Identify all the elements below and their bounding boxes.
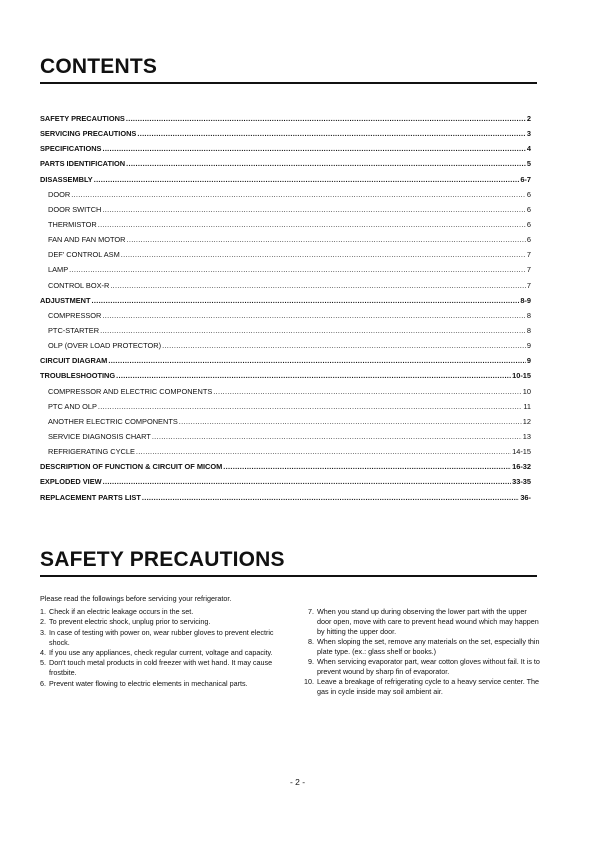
toc-subsection-entry — [40, 190, 531, 205]
toc-entry-title: ADJUSTMENT — [40, 295, 91, 305]
toc-entry-title: DOOR SWITCH — [48, 204, 102, 214]
toc-section-entry — [40, 129, 531, 144]
toc-dot-leader — [102, 144, 525, 153]
toc-entry-title: PTC-STARTER — [48, 325, 100, 335]
toc-section-entry — [40, 462, 531, 477]
safety-item-number: 5. — [40, 658, 46, 668]
toc-subsection-entry — [40, 311, 531, 326]
toc-entry-title: CONTROL BOX-R — [48, 280, 110, 290]
toc-subsection-entry — [40, 235, 531, 250]
toc-entry-page: 10 — [522, 386, 531, 396]
safety-item — [300, 607, 540, 636]
toc-entry-page: 7 — [526, 250, 531, 260]
toc-entry-title: SAFETY PRECAUTIONS — [40, 114, 125, 123]
toc-subsection-entry — [40, 387, 531, 402]
toc-dot-leader — [223, 462, 511, 471]
safety-item — [40, 658, 280, 678]
safety-list-right — [300, 607, 540, 698]
toc-entry-page: 5 — [526, 159, 531, 169]
toc-entry-page: 6 — [526, 219, 531, 229]
toc-entry-title: REFRIGERATING CYCLE — [48, 447, 135, 457]
safety-item-number: 9. — [308, 657, 314, 667]
toc-entry-page: 6 — [526, 204, 531, 214]
toc-section-entry — [40, 114, 531, 129]
toc-dot-leader — [213, 387, 522, 396]
toc-entry-page: 8-9 — [520, 295, 531, 305]
safety-list-left — [40, 607, 280, 689]
toc-subsection-entry — [40, 281, 531, 296]
safety-item — [300, 677, 540, 697]
toc-dot-leader — [102, 311, 525, 320]
safety-item-number: 6. — [40, 678, 46, 688]
toc-dot-leader — [92, 296, 520, 305]
toc-entry-page: 33-35 — [512, 477, 531, 487]
safety-item — [300, 637, 540, 657]
toc-subsection-entry — [40, 417, 531, 432]
toc-dot-leader — [102, 205, 526, 214]
toc-dot-leader — [116, 371, 511, 380]
toc-section-entry — [40, 175, 531, 190]
toc-entry-title: LAMP — [48, 265, 69, 275]
toc-subsection-entry — [40, 341, 531, 356]
safety-item-text: When servicing evaporator part, wear cotton gloves without fail. It is to prevent wound by sharp fin of evaporator. — [317, 657, 540, 676]
toc-dot-leader — [126, 159, 526, 168]
safety-item-text: Prevent water flowing to electric elements in mechanical parts. — [49, 678, 248, 688]
toc-entry-page: 6-7 — [520, 174, 531, 184]
page-number: - 2 - — [289, 777, 306, 787]
safety-item — [40, 648, 280, 658]
toc-entry-page: 3 — [526, 129, 531, 139]
safety-item-number: 1. — [40, 607, 46, 616]
toc-entry-title: SPECIFICATIONS — [40, 144, 102, 154]
safety-intro: Please read the followings before servicing your refrigerator. — [40, 594, 232, 603]
toc-entry-title: REPLACEMENT PARTS LIST — [40, 492, 141, 502]
toc-entry-page: 7 — [526, 280, 531, 290]
toc-dot-leader — [126, 235, 525, 244]
toc-entry-title: TROUBLESHOOTING — [40, 371, 116, 381]
safety-item-number: 4. — [40, 647, 46, 657]
toc-entry-title: SERVICE DIAGNOSIS CHART — [48, 431, 151, 441]
toc-section-entry — [40, 356, 531, 371]
toc-section-entry — [40, 493, 531, 508]
toc-subsection-entry — [40, 402, 531, 417]
safety-item-number: 10. — [304, 677, 314, 687]
toc-entry-page: 36- — [520, 492, 531, 502]
toc-entry-title: COMPRESSOR AND ELECTRIC COMPONENTS — [48, 386, 213, 396]
toc-dot-leader — [142, 493, 519, 502]
safety-item-number: 7. — [308, 607, 314, 616]
toc-dot-leader — [121, 250, 526, 259]
toc-entry-page: 8 — [526, 325, 531, 335]
safety-item — [40, 607, 280, 617]
toc-dot-leader — [126, 114, 526, 123]
toc-dot-leader — [69, 265, 526, 274]
safety-item-number: 2. — [40, 617, 46, 627]
toc-subsection-entry — [40, 447, 531, 462]
toc-dot-leader — [100, 326, 526, 335]
toc-section-entry — [40, 144, 531, 159]
contents-heading: CONTENTS — [40, 55, 158, 78]
safety-item-text: To prevent electric shock, unplug prior to servicing. — [49, 617, 211, 627]
toc-entry-title: ANOTHER ELECTRIC COMPONENTS — [48, 416, 178, 426]
toc-entry-title: PTC AND OLP — [48, 401, 97, 411]
toc-entry-page: 6 — [526, 189, 531, 199]
toc-entry-title: OLP (OVER LOAD PROTECTOR) — [48, 341, 162, 351]
toc-entry-title: THERMISTOR — [48, 219, 97, 229]
toc-entry-title: SERVICING PRECAUTIONS — [40, 129, 137, 139]
toc-dot-leader — [179, 417, 522, 426]
safety-item — [40, 679, 280, 689]
toc-subsection-entry — [40, 250, 531, 265]
toc-entry-title: DEF' CONTROL ASM — [48, 250, 120, 260]
contents-divider — [40, 82, 537, 84]
toc-dot-leader — [98, 220, 526, 229]
toc-entry-page: 9 — [526, 341, 531, 351]
toc-section-entry — [40, 477, 531, 492]
toc-entry-page: 8 — [526, 310, 531, 320]
toc-section-entry — [40, 296, 531, 311]
safety-item-text: Check if an electric leakage occurs in the set. — [49, 607, 194, 616]
toc-subsection-entry — [40, 432, 531, 447]
toc-entry-page: 2 — [526, 114, 531, 123]
toc-dot-leader — [136, 447, 511, 456]
toc-entry-title: EXPLODED VIEW — [40, 477, 102, 487]
safety-item-text: Don't touch metal products in cold freezer with wet hand. It may cause frostbite. — [49, 658, 273, 678]
safety-item-text: When you stand up during observing the lower part with the upper door open, move with care to prevent head wound which may happen by hitting the upper door. — [317, 607, 539, 636]
toc-dot-leader — [94, 175, 520, 184]
toc-entry-page: 4 — [526, 144, 531, 154]
toc-dot-leader — [137, 129, 526, 138]
toc-section-entry — [40, 159, 531, 174]
toc-entry-title: DOOR — [48, 189, 71, 199]
toc-subsection-entry — [40, 220, 531, 235]
toc-entry-page: 7 — [526, 265, 531, 275]
toc-subsection-entry — [40, 205, 531, 220]
toc-entry-page: 16-32 — [512, 462, 531, 472]
toc-entry-page: 10-15 — [512, 371, 531, 381]
toc-subsection-entry — [40, 326, 531, 341]
safety-item-number: 8. — [308, 636, 314, 646]
toc-entry-page: 9 — [526, 356, 531, 366]
toc-entry-page: 12 — [522, 416, 531, 426]
toc-dot-leader — [152, 432, 522, 441]
toc-subsection-entry — [40, 265, 531, 280]
toc-entry-page: 14-15 — [512, 447, 531, 457]
safety-item-text: When sloping the set, remove any materials on the set, especially thin plate type. (ex.: glass shelf or books.) — [317, 636, 540, 656]
toc-entry-title: CIRCUIT DIAGRAM — [40, 356, 108, 366]
toc-dot-leader — [108, 356, 526, 365]
safety-item-number: 3. — [40, 627, 46, 637]
toc-section-entry — [40, 371, 531, 386]
safety-item-text: If you use any appliances, check regular current, voltage and capacity. — [49, 647, 273, 657]
toc-entry-title: DISASSEMBLY — [40, 174, 93, 184]
table-of-contents — [40, 114, 531, 508]
toc-dot-leader — [103, 477, 511, 486]
safety-item — [40, 628, 280, 648]
toc-entry-page: 11 — [523, 401, 531, 411]
toc-dot-leader — [162, 341, 526, 350]
toc-dot-leader — [98, 402, 522, 411]
toc-dot-leader — [110, 281, 526, 290]
safety-item — [300, 657, 540, 677]
safety-item-text: In case of testing with power on, wear rubber gloves to prevent electric shock. — [49, 627, 274, 647]
toc-entry-title: FAN AND FAN MOTOR — [48, 235, 126, 245]
safety-item — [40, 617, 280, 627]
toc-entry-page: 6 — [526, 235, 531, 245]
toc-entry-page: 13 — [522, 431, 531, 441]
safety-divider — [40, 575, 537, 577]
toc-entry-title: COMPRESSOR — [48, 310, 102, 320]
toc-entry-title: DESCRIPTION OF FUNCTION & CIRCUIT OF MICOM — [40, 462, 223, 472]
safety-heading: SAFETY PRECAUTIONS — [40, 548, 285, 571]
toc-dot-leader — [71, 190, 526, 199]
toc-entry-title: PARTS IDENTIFICATION — [40, 159, 126, 169]
safety-item-text: Leave a breakage of refrigerating cycle to a heavy service center. The gas in cycle inside may soil ambient air. — [317, 677, 540, 697]
